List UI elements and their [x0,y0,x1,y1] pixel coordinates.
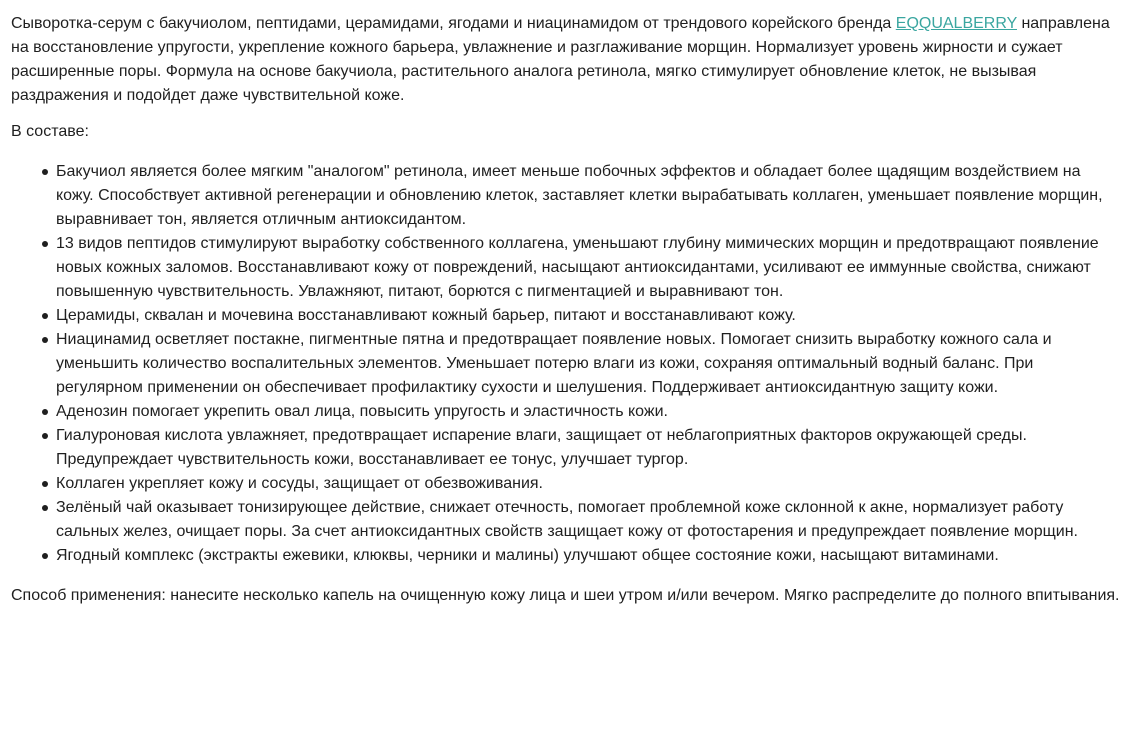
list-item: Бакучиол является более мягким "аналогом" ретинола, имеет меньше побочных эффектов и обладает более щадящим воздействием на кожу. Способствует активной регенерации и обновлению клеток, заставляет клетки вырабатывать коллаген, уменьшает появление морщин, выравнивает тон, является отличным антиоксидантом. [56,160,1121,232]
list-item: Ягодный комплекс (экстракты ежевики, клюквы, черники и малины) улучшают общее состояние кожи, насыщают витаминами. [56,544,1121,568]
ingredients-list [11,160,1121,568]
intro-paragraph [11,12,1121,108]
brand-link[interactable]: EQQUALBERRY [895,15,1017,32]
intro-text-start: Сыворотка-серум с бакучиолом, пептидами, церамидами, ягодами и ниацинамидом от трендового корейского бренда [11,15,896,32]
usage-paragraph: Способ применения: нанесите несколько капель на очищенную кожу лица и шеи утром и/или вечером. Мягко распределите до полного впитывания. [11,587,1120,604]
composition-heading: В составе: [11,123,89,140]
list-item: Зелёный чай оказывает тонизирующее действие, снижает отечность, помогает проблемной коже склонной к акне, нормализует работу сальных желез, очищает поры. За счет антиоксидантных свойств защищает кожу от фотостарения и предупреждает появление морщин. [56,496,1121,544]
list-item: Аденозин помогает укрепить овал лица, повысить упругость и эластичность кожи. [56,400,1121,424]
list-item: 13 видов пептидов стимулируют выработку собственного коллагена, уменьшают глубину мимических морщин и предотвращают появление новых кожных заломов. Восстанавливают кожу от повреждений, насыщают антиоксидантами, усиливают ее иммунные свойства, снижают повышенную чувствительность. Увлажняют, питают, борются с пигментацией и выравнивают тон. [56,232,1121,304]
list-item: Коллаген укрепляет кожу и сосуды, защищает от обезвоживания. [56,472,1121,496]
list-item: Ниацинамид осветляет постакне, пигментные пятна и предотвращает появление новых. Помогает снизить выработку кожного сала и уменьшить количество воспалительных элементов. Уменьшает потерю влаги из кожи, сохраняя оптимальный водный баланс. При регулярном применении он обеспечивает профилактику сухости и шелушения. Поддерживает антиоксидантную защиту кожи. [56,328,1121,400]
list-item: Гиалуроновая кислота увлажняет, предотвращает испарение влаги, защищает от неблагоприятных факторов окружающей среды. Предупреждает чувствительность кожи, восстанавливает ее тонус, улучшает тургор. [56,424,1121,472]
list-item: Церамиды, сквалан и мочевина восстанавливают кожный барьер, питают и восстанавливают кожу. [56,304,1121,328]
intro-text-end: направлена на восстановление упругости, укрепление кожного барьера, увлажнение и разглаживание морщин. Нормализует уровень жирности и сужает расширенные поры. Формула на основе бакучиола, растительного аналога ретинола, мягко стимулирует обновление клеток, не вызывая раздражения и подойдет даже чувствительной коже. [11,15,1110,104]
